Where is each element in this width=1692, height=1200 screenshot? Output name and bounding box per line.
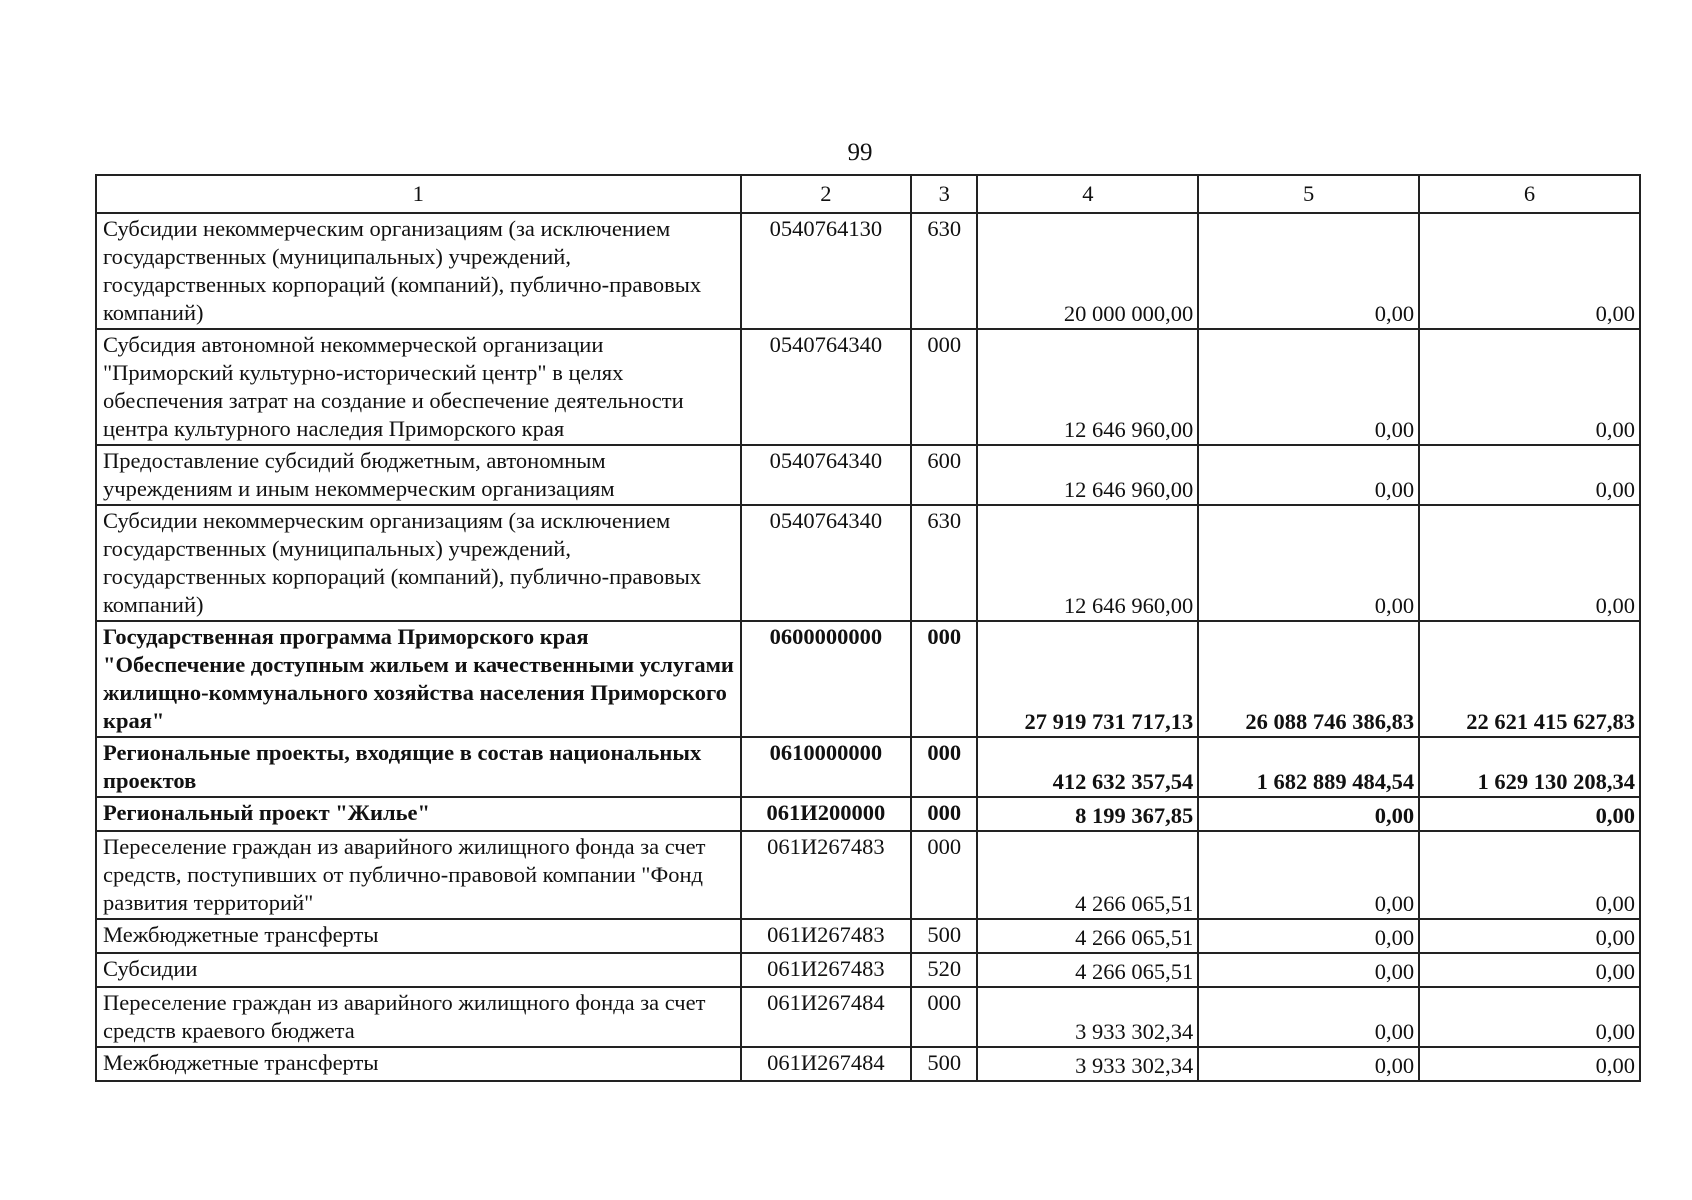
table-row <box>96 919 1640 953</box>
row-code-cell: 061И267484 <box>741 1047 912 1081</box>
row-value-col6-cell: 0,00 <box>1419 329 1640 445</box>
row-value-col6-cell: 0,00 <box>1419 797 1640 831</box>
row-type-cell: 000 <box>911 831 977 919</box>
row-value-col6-cell: 0,00 <box>1419 213 1640 329</box>
row-type-cell: 000 <box>911 621 977 737</box>
row-name-cell: Переселение граждан из аварийного жилищного фонда за счет средств, поступивших от публично-правовой компании "Фонд развития территорий" <box>96 831 741 919</box>
row-value-col6-cell: 0,00 <box>1419 505 1640 621</box>
row-type-cell: 500 <box>911 919 977 953</box>
row-value-col4-cell: 3 933 302,34 <box>977 987 1198 1047</box>
row-value-col4-cell: 20 000 000,00 <box>977 213 1198 329</box>
row-code-cell: 061И267483 <box>741 831 912 919</box>
row-type-cell: 630 <box>911 505 977 621</box>
row-value-col5-cell: 0,00 <box>1198 797 1419 831</box>
table-row <box>96 505 1640 621</box>
row-code-cell: 061И267483 <box>741 953 912 987</box>
row-value-col5-cell: 1 682 889 484,54 <box>1198 737 1419 797</box>
row-code-cell: 061И267483 <box>741 919 912 953</box>
row-value-col4-cell: 4 266 065,51 <box>977 953 1198 987</box>
row-value-col5-cell: 0,00 <box>1198 445 1419 505</box>
column-header: 1 <box>96 175 741 213</box>
row-code-cell: 0540764340 <box>741 505 912 621</box>
column-header: 6 <box>1419 175 1640 213</box>
table-row <box>96 737 1640 797</box>
column-header: 4 <box>977 175 1198 213</box>
row-value-col4-cell: 4 266 065,51 <box>977 831 1198 919</box>
table-row <box>96 621 1640 737</box>
row-value-col5-cell: 0,00 <box>1198 505 1419 621</box>
table-row <box>96 953 1640 987</box>
row-value-col5-cell: 26 088 746 386,83 <box>1198 621 1419 737</box>
column-header: 2 <box>741 175 912 213</box>
row-value-col6-cell: 1 629 130 208,34 <box>1419 737 1640 797</box>
row-value-col4-cell: 27 919 731 717,13 <box>977 621 1198 737</box>
row-value-col5-cell: 0,00 <box>1198 831 1419 919</box>
row-code-cell: 0600000000 <box>741 621 912 737</box>
row-value-col4-cell: 3 933 302,34 <box>977 1047 1198 1081</box>
row-value-col5-cell: 0,00 <box>1198 213 1419 329</box>
row-value-col6-cell: 0,00 <box>1419 919 1640 953</box>
row-value-col6-cell: 0,00 <box>1419 831 1640 919</box>
table-row <box>96 329 1640 445</box>
row-value-col4-cell: 4 266 065,51 <box>977 919 1198 953</box>
row-code-cell: 0610000000 <box>741 737 912 797</box>
row-name-cell: Региональный проект "Жилье" <box>96 797 741 831</box>
table-row <box>96 1047 1640 1081</box>
row-value-col5-cell: 0,00 <box>1198 987 1419 1047</box>
row-type-cell: 000 <box>911 797 977 831</box>
row-type-cell: 000 <box>911 987 977 1047</box>
column-header: 5 <box>1198 175 1419 213</box>
row-name-cell: Субсидии некоммерческим организациям (за исключением государственных (муниципальных) учреждений, государственных корпораций (компаний), публично-правовых компаний) <box>96 213 741 329</box>
row-code-cell: 0540764340 <box>741 445 912 505</box>
row-code-cell: 0540764340 <box>741 329 912 445</box>
row-value-col4-cell: 12 646 960,00 <box>977 329 1198 445</box>
row-value-col6-cell: 0,00 <box>1419 1047 1640 1081</box>
row-type-cell: 000 <box>911 737 977 797</box>
row-code-cell: 0540764130 <box>741 213 912 329</box>
row-name-cell: Межбюджетные трансферты <box>96 919 741 953</box>
row-type-cell: 630 <box>911 213 977 329</box>
row-value-col6-cell: 0,00 <box>1419 445 1640 505</box>
page-number: 99 <box>847 139 873 166</box>
table-row <box>96 987 1640 1047</box>
row-value-col5-cell: 0,00 <box>1198 953 1419 987</box>
row-name-cell: Региональные проекты, входящие в состав национальных проектов <box>96 737 741 797</box>
row-value-col4-cell: 12 646 960,00 <box>977 445 1198 505</box>
column-number-header-row <box>96 175 1640 213</box>
row-type-cell: 500 <box>911 1047 977 1081</box>
row-value-col6-cell: 0,00 <box>1419 953 1640 987</box>
row-value-col5-cell: 0,00 <box>1198 329 1419 445</box>
row-code-cell: 061И267484 <box>741 987 912 1047</box>
row-value-col6-cell: 22 621 415 627,83 <box>1419 621 1640 737</box>
row-name-cell: Субсидии <box>96 953 741 987</box>
row-type-cell: 600 <box>911 445 977 505</box>
row-value-col4-cell: 12 646 960,00 <box>977 505 1198 621</box>
budget-table <box>95 174 1641 1082</box>
row-name-cell: Субсидии некоммерческим организациям (за исключением государственных (муниципальных) учреждений, государственных корпораций (компаний), публично-правовых компаний) <box>96 505 741 621</box>
table-row <box>96 797 1640 831</box>
column-header: 3 <box>911 175 977 213</box>
row-value-col4-cell: 412 632 357,54 <box>977 737 1198 797</box>
table-row <box>96 445 1640 505</box>
row-name-cell: Предоставление субсидий бюджетным, автономным учреждениям и иным некоммерческим организациям <box>96 445 741 505</box>
row-type-cell: 000 <box>911 329 977 445</box>
row-value-col5-cell: 0,00 <box>1198 1047 1419 1081</box>
row-value-col4-cell: 8 199 367,85 <box>977 797 1198 831</box>
row-value-col6-cell: 0,00 <box>1419 987 1640 1047</box>
row-name-cell: Государственная программа Приморского края "Обеспечение доступным жильем и качественными услугами жилищно-коммунального хозяйства населения Приморского края" <box>96 621 741 737</box>
row-code-cell: 061И200000 <box>741 797 912 831</box>
row-name-cell: Субсидия автономной некоммерческой организации "Приморский культурно-исторический центр" в целях обеспечения затрат на создание и обеспечение деятельности центра культурного наследия Приморского края <box>96 329 741 445</box>
row-value-col5-cell: 0,00 <box>1198 919 1419 953</box>
table-row <box>96 831 1640 919</box>
row-type-cell: 520 <box>911 953 977 987</box>
row-name-cell: Переселение граждан из аварийного жилищного фонда за счет средств краевого бюджета <box>96 987 741 1047</box>
row-name-cell: Межбюджетные трансферты <box>96 1047 741 1081</box>
table-row <box>96 213 1640 329</box>
